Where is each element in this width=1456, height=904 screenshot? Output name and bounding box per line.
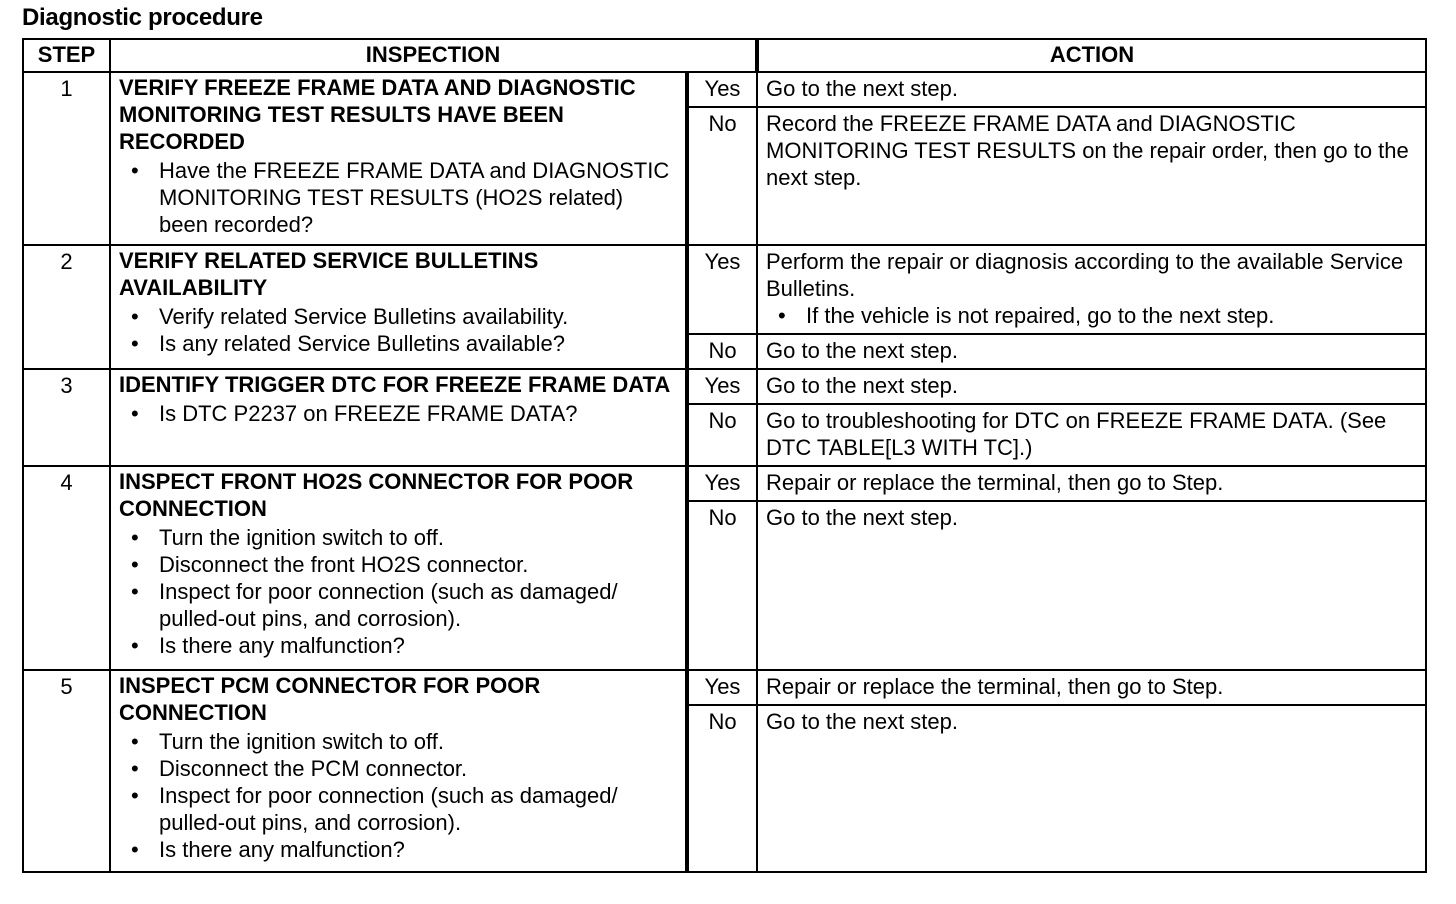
inspection-cell <box>110 670 687 872</box>
yes-label: Yes <box>687 369 757 404</box>
step-row-yes <box>23 72 1426 107</box>
yes-action-bullet: • If the vehicle is not repaired, go to the next step. <box>766 302 1417 329</box>
inspection-bullet: • Turn the ignition switch to off. <box>119 728 677 755</box>
no-action: Go to the next step. <box>757 705 1426 872</box>
inspection-cell <box>110 466 687 670</box>
no-label: No <box>687 501 757 670</box>
yes-label: Yes <box>687 245 757 334</box>
inspection-bullet: • Is there any malfunction? <box>119 836 677 863</box>
inspection-bullet: • Is there any malfunction? <box>119 632 677 659</box>
inspection-bullet: • Is any related Service Bulletins available? <box>119 330 677 357</box>
inspection-column-header: INSPECTION <box>110 39 757 72</box>
no-action: Record the FREEZE FRAME DATA and DIAGNOSTIC MONITORING TEST RESULTS on the repair order, then go to the next step. <box>757 107 1426 245</box>
inspection-cell <box>110 245 687 369</box>
step-number: 1 <box>23 72 110 245</box>
inspection-bullets <box>119 400 677 427</box>
step-row-yes <box>23 369 1426 404</box>
inspection-bullets <box>119 728 677 863</box>
yes-action-text: Perform the repair or diagnosis according to the available Service Bulletins. <box>766 249 1404 301</box>
no-label: No <box>687 107 757 245</box>
no-action: Go to the next step. <box>757 501 1426 670</box>
no-label: No <box>687 404 757 466</box>
step-number: 5 <box>23 670 110 872</box>
yes-label: Yes <box>687 670 757 705</box>
yes-action <box>757 245 1426 334</box>
inspection-bullet: • Disconnect the PCM connector. <box>119 755 677 782</box>
inspection-bullet: • Disconnect the front HO2S connector. <box>119 551 677 578</box>
diagnostic-procedure-table <box>22 38 1427 873</box>
yes-action: Go to the next step. <box>757 369 1426 404</box>
inspection-bullet: • Is DTC P2237 on FREEZE FRAME DATA? <box>119 400 677 427</box>
no-label: No <box>687 705 757 872</box>
inspection-bullets <box>119 524 677 659</box>
step-number: 4 <box>23 466 110 670</box>
step-number: 2 <box>23 245 110 369</box>
inspection-heading: VERIFY RELATED SERVICE BULLETINS AVAILABILITY <box>119 248 539 300</box>
inspection-bullet: • Have the FREEZE FRAME DATA and DIAGNOSTIC MONITORING TEST RESULTS (HO2S related) been recorded? <box>119 157 677 238</box>
yes-action: Repair or replace the terminal, then go to Step. <box>757 670 1426 705</box>
inspection-bullets <box>119 303 677 357</box>
no-label: No <box>687 334 757 369</box>
inspection-bullet: • Inspect for poor connection (such as damaged/ pulled-out pins, and corrosion). <box>119 578 677 632</box>
action-column-header: ACTION <box>757 39 1426 72</box>
step-number: 3 <box>23 369 110 466</box>
step-row-yes <box>23 670 1426 705</box>
inspection-heading: INSPECT PCM CONNECTOR FOR POOR CONNECTION <box>119 673 541 725</box>
inspection-cell <box>110 369 687 466</box>
yes-label: Yes <box>687 466 757 501</box>
inspection-heading: VERIFY FREEZE FRAME DATA AND DIAGNOSTIC MONITORING TEST RESULTS HAVE BEEN RECORDED <box>119 75 636 154</box>
yes-action: Go to the next step. <box>757 72 1426 107</box>
inspection-heading: INSPECT FRONT HO2S CONNECTOR FOR POOR CONNECTION <box>119 469 634 521</box>
step-row-yes <box>23 245 1426 334</box>
inspection-bullet: • Inspect for poor connection (such as damaged/ pulled-out pins, and corrosion). <box>119 782 677 836</box>
no-action: Go to troubleshooting for DTC on FREEZE FRAME DATA. (See DTC TABLE[L3 WITH TC].) <box>757 404 1426 466</box>
inspection-bullet: • Verify related Service Bulletins availability. <box>119 303 677 330</box>
no-action: Go to the next step. <box>757 334 1426 369</box>
inspection-heading: IDENTIFY TRIGGER DTC FOR FREEZE FRAME DATA <box>119 372 671 397</box>
yes-label: Yes <box>687 72 757 107</box>
page-title: Diagnostic procedure <box>22 4 263 31</box>
inspection-cell <box>110 72 687 245</box>
table-header-row <box>23 39 1426 72</box>
step-column-header: STEP <box>23 39 110 72</box>
yes-action: Repair or replace the terminal, then go to Step. <box>757 466 1426 501</box>
inspection-bullet: • Turn the ignition switch to off. <box>119 524 677 551</box>
inspection-bullets <box>119 157 677 238</box>
step-row-yes <box>23 466 1426 501</box>
